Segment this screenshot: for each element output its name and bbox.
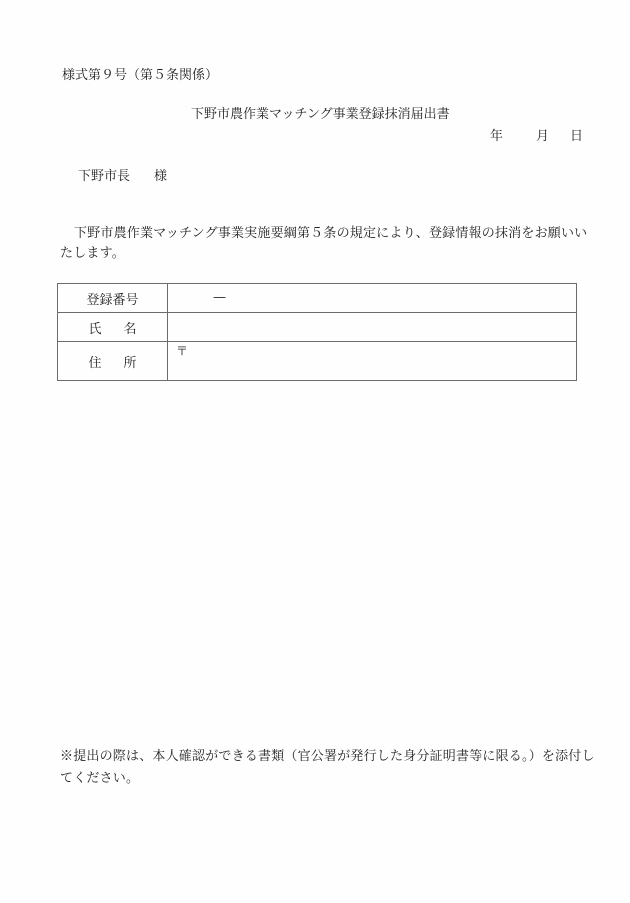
date-year-label: 年: [490, 129, 504, 144]
registration-number-label: 登録番号: [58, 284, 168, 313]
name-label: [58, 313, 168, 342]
addressee-honorific: 様: [154, 169, 168, 184]
document-title: 下野市農作業マッチング事業登録抹消届出書: [191, 107, 450, 122]
table-row-name: [58, 313, 577, 342]
address-label: [58, 342, 168, 381]
date-day-label: 日: [570, 129, 584, 144]
form-number: 様式第９号（第５条関係）: [62, 68, 219, 83]
registration-number-value: —: [213, 290, 226, 305]
submission-note: ※提出の際は、本人確認ができる書類（官公署が発行した身分証明書等に限る。）を添付してください。: [60, 749, 595, 786]
name-label-text: 氏名: [88, 321, 159, 337]
postal-mark-icon: 〒: [176, 344, 189, 358]
address-field[interactable]: [168, 342, 577, 381]
registration-table: [57, 283, 577, 381]
addressee-name: 下野市長: [78, 169, 131, 184]
name-field[interactable]: [168, 313, 577, 342]
addressee: [78, 165, 167, 184]
table-row-registration-number: [58, 284, 577, 313]
body-text: 下野市農作業マッチング事業実施要綱第５条の規定により、登録情報の抹消をお願いいたします。: [60, 226, 588, 261]
table-row-address: [58, 342, 577, 381]
date-month-label: 月: [536, 129, 550, 144]
address-label-text: 住所: [88, 355, 159, 371]
registration-number-field[interactable]: [168, 284, 577, 313]
